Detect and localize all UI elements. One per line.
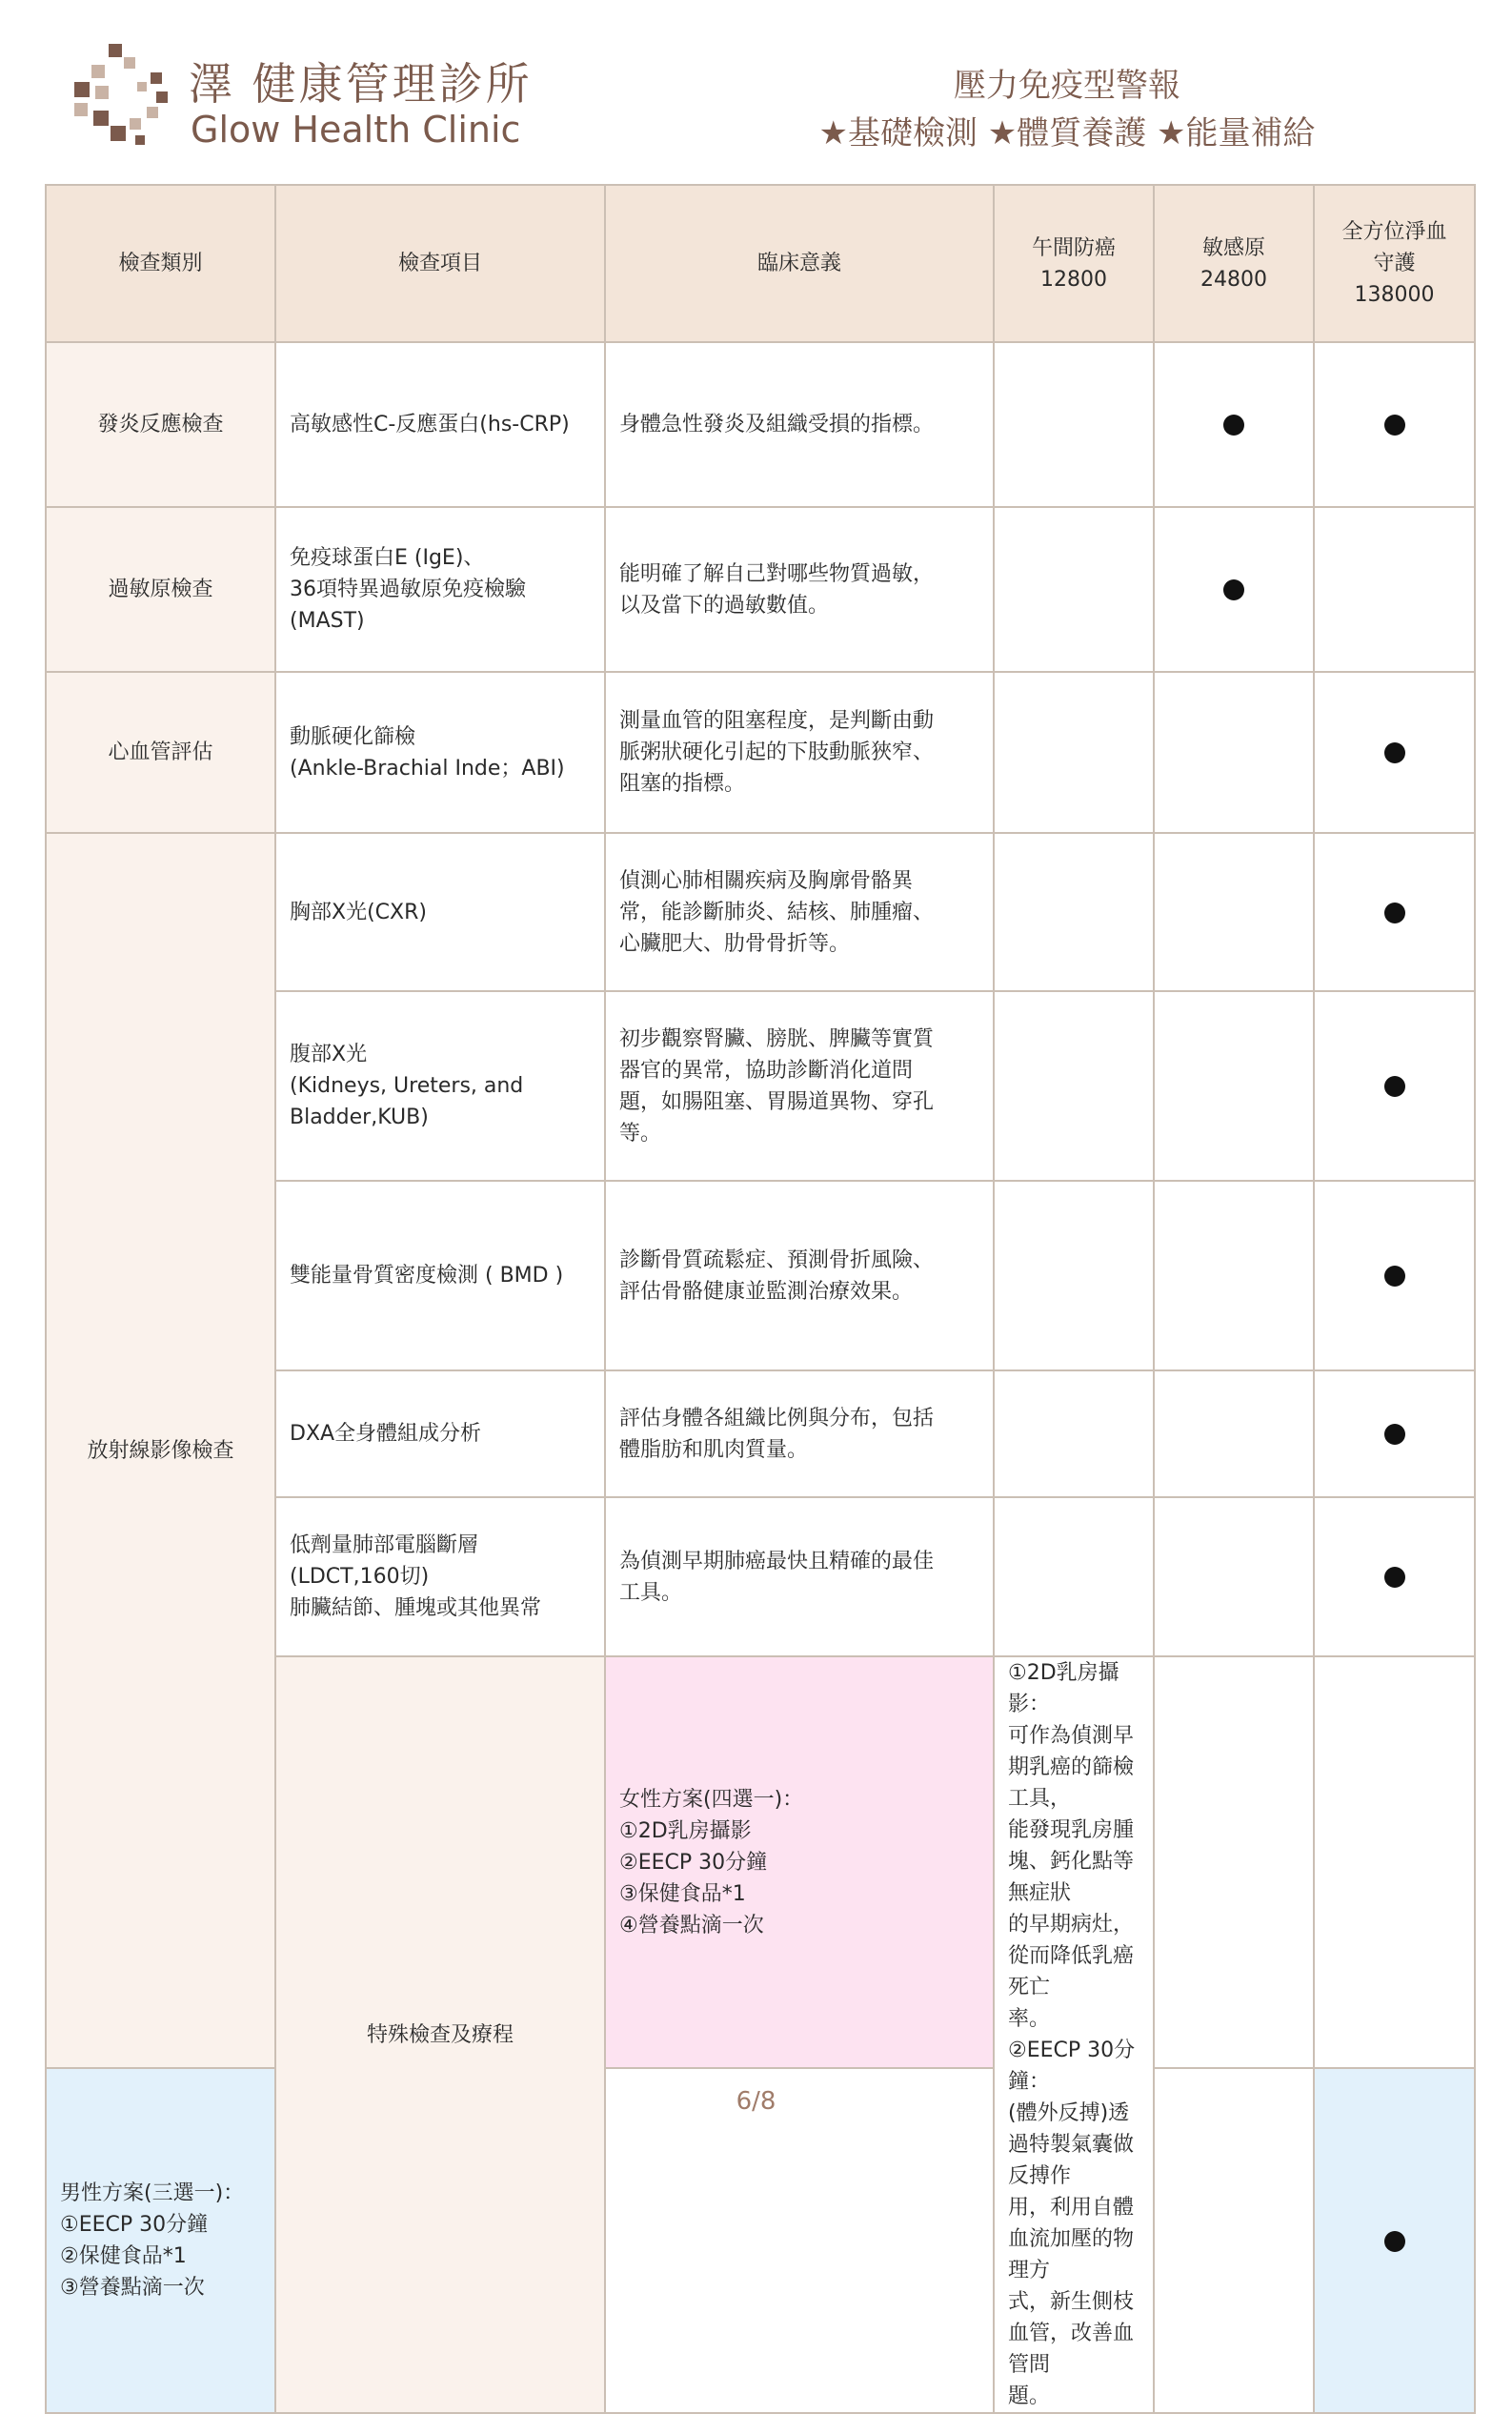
package-titles [762, 63, 1372, 158]
table-header-row [46, 185, 1475, 342]
category-cell: 放射線影像檢查 [46, 833, 275, 2068]
header-plan-1: 午間防癌 12800 [994, 185, 1154, 342]
mark-cell [994, 833, 1154, 991]
item-cell: 高敏感性C-反應蛋白(hs-CRP) [275, 342, 605, 507]
item-cell: DXA全身體組成分析 [275, 1370, 605, 1497]
table-row [46, 507, 1475, 672]
mark-cell [605, 2068, 994, 2413]
mark-cell [1314, 2068, 1475, 2413]
mark-cell [1314, 1497, 1475, 1656]
mark-cell [994, 672, 1154, 833]
item-cell: 免疫球蛋白E (IgE)、 36項特異過敏原免疫檢驗 (MAST) [275, 507, 605, 672]
mark-cell [1314, 1181, 1475, 1370]
included-dot-icon [1223, 415, 1244, 436]
exam-table [45, 184, 1476, 2414]
header-category: 檢查類別 [46, 185, 275, 342]
item-cell: 低劑量肺部電腦斷層 (LDCT,160切) 肺臟結節、腫塊或其他異常 [275, 1497, 605, 1656]
mark-cell [1154, 2068, 1314, 2413]
mark-cell [1154, 1656, 1314, 2068]
mark-cell [1314, 833, 1475, 991]
mark-cell [1314, 1656, 1475, 2068]
included-dot-icon [1384, 1424, 1405, 1445]
item-cell: 腹部X光 (Kidneys, Ureters, and Bladder,KUB) [275, 991, 605, 1181]
mark-cell [994, 342, 1154, 507]
meaning-cell: 為偵測早期肺癌最快且精確的最佳 工具。 [605, 1497, 994, 1656]
mark-cell [1154, 991, 1314, 1181]
mark-cell [1314, 991, 1475, 1181]
mark-cell [1314, 342, 1475, 507]
table-row [46, 833, 1475, 991]
mark-cell [1314, 672, 1475, 833]
table-row [46, 672, 1475, 833]
item-cell: 雙能量骨質密度檢測 ( BMD ) [275, 1181, 605, 1370]
item-cell: 胸部X光(CXR) [275, 833, 605, 991]
category-cell: 特殊檢查及療程 [275, 1656, 605, 2413]
included-dot-icon [1384, 415, 1405, 436]
mark-cell [1154, 672, 1314, 833]
meaning-cell: 測量血管的阻塞程度，是判斷由動 脈粥狀硬化引起的下肢動脈狹窄、 阻塞的指標。 [605, 672, 994, 833]
meaning-cell: 偵測心肺相關疾病及胸廓骨骼異 常，能診斷肺炎、結核、肺腫瘤、 心臟肥大、肋骨骨折等。 [605, 833, 994, 991]
header-item: 檢查項目 [275, 185, 605, 342]
included-dot-icon [1384, 903, 1405, 923]
header-meaning: 臨床意義 [605, 185, 994, 342]
male-plan-cell: 男性方案(三選一)： ①EECP 30分鐘 ②保健食品*1 ③營養點滴一次 [46, 2068, 275, 2413]
clinic-name-en: Glow Health Clinic [191, 109, 521, 151]
mark-cell [1154, 342, 1314, 507]
mark-cell [1154, 1497, 1314, 1656]
page-header [0, 0, 1512, 181]
glow-clinic-cross-logo-icon [69, 44, 173, 151]
mark-cell [994, 1181, 1154, 1370]
category-cell: 發炎反應檢查 [46, 342, 275, 507]
clinic-name-zh: 澤 健康管理診所 [189, 58, 533, 110]
mark-cell [1154, 1181, 1314, 1370]
mark-cell [994, 991, 1154, 1181]
package-subtitle: ★基礎檢測 ★體質養護 ★能量補給 [818, 114, 1316, 152]
mark-cell [1154, 507, 1314, 672]
mark-cell [994, 507, 1154, 672]
header-plan-2: 敏感原 24800 [1154, 185, 1314, 342]
mark-cell [994, 1370, 1154, 1497]
table-row [46, 2068, 1475, 2413]
mark-cell [1154, 833, 1314, 991]
mark-cell [1314, 1370, 1475, 1497]
item-cell: 動脈硬化篩檢 (Ankle-Brachial Inde；ABI) [275, 672, 605, 833]
meaning-cell: 初步觀察腎臟、膀胱、脾臟等實質 器官的異常，協助診斷消化道問 題，如腸阻塞、胃腸道異物、穿孔 等。 [605, 991, 994, 1181]
included-dot-icon [1384, 1567, 1405, 1588]
included-dot-icon [1223, 579, 1244, 600]
meaning-cell: 身體急性發炎及組織受損的指標。 [605, 342, 994, 507]
mark-cell [1314, 507, 1475, 672]
package-title: 壓力免疫型警報 [954, 67, 1180, 105]
category-cell: 過敏原檢查 [46, 507, 275, 672]
meaning-cell: 能明確了解自己對哪些物質過敏， 以及當下的過敏數值。 [605, 507, 994, 672]
table-row [46, 342, 1475, 507]
included-dot-icon [1384, 1266, 1405, 1287]
mark-cell [1154, 1370, 1314, 1497]
included-dot-icon [1384, 1076, 1405, 1097]
female-plan-cell: 女性方案(四選一)： ①2D乳房攝影 ②EECP 30分鐘 ③保健食品*1 ④營養點滴一次 [605, 1656, 994, 2068]
included-dot-icon [1384, 2231, 1405, 2252]
header-plan-3: 全方位淨血 守護 138000 [1314, 185, 1475, 342]
meaning-cell: 評估身體各組織比例與分布，包括 體脂肪和肌肉質量。 [605, 1370, 994, 1497]
category-cell: 心血管評估 [46, 672, 275, 833]
meaning-cell: 診斷骨質疏鬆症、預測骨折風險、 評估骨骼健康並監測治療效果。 [605, 1181, 994, 1370]
meaning-cell: ①2D乳房攝影： 可作為偵測早期乳癌的篩檢工具， 能發現乳房腫塊、鈣化點等無症狀 的早期病灶，從而降低乳癌死亡 率。 ②EECP 30分鐘： (體外反搏)透過特製氣囊做反搏作 用，利用自體血流加壓的物理方 式，新生側枝血管，改善血管問 題。 [994, 1656, 1154, 2413]
included-dot-icon [1384, 742, 1405, 763]
mark-cell [994, 1497, 1154, 1656]
page-number: 6/8 [736, 2087, 776, 2116]
